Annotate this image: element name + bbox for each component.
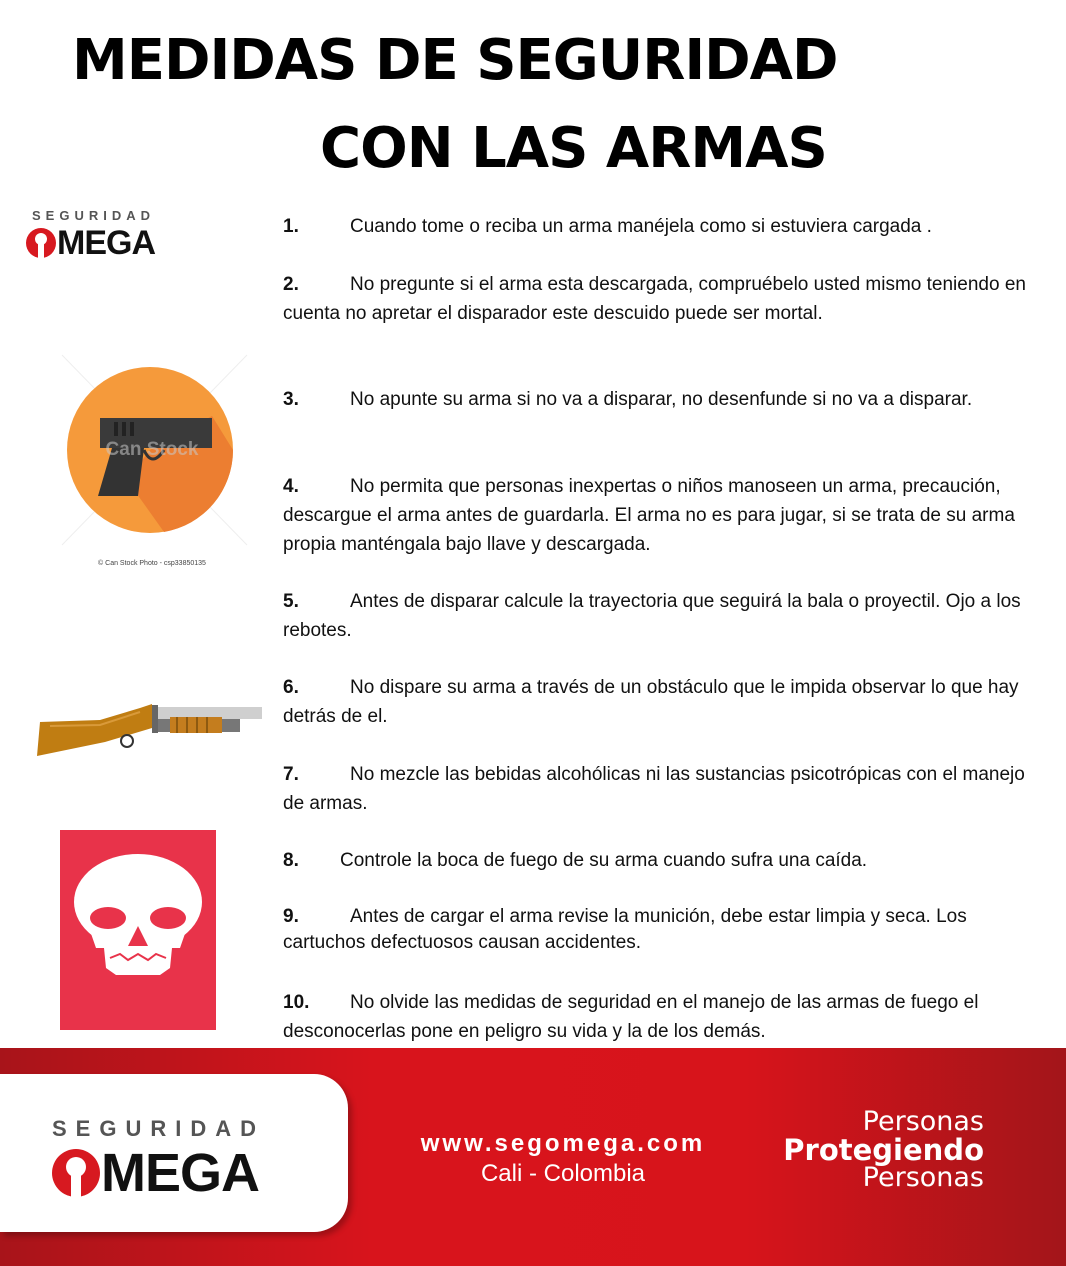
rule-item (283, 385, 1028, 414)
rule-number: 10. (283, 992, 310, 1013)
rule-number: 4. (283, 476, 299, 497)
omega-keyhole-icon (52, 1149, 100, 1197)
rule-item (283, 673, 1028, 731)
omega-keyhole-icon (26, 228, 56, 258)
rule-text: Cuando tome o reciba un arma manéjela como si estuviera cargada . (350, 216, 932, 237)
footer-slogan (783, 1108, 984, 1192)
footer-brand-mega-text: MEGA (101, 1143, 259, 1203)
svg-text:© Can Stock Photo - csp3385013: © Can Stock Photo - csp33850135 (98, 560, 206, 567)
rule-text: Antes de cargar el arma revise la munición, debe estar limpia y seca. Los cartuchos defectuosos causan accidentes. (283, 906, 967, 953)
rule-number: 8. (283, 850, 299, 871)
shotgun-illustration (0, 590, 280, 840)
rule-item (283, 270, 1028, 328)
skull-illustration (60, 830, 216, 1030)
skull-icon (60, 830, 216, 1030)
rule-text: No permita que personas inexpertas o niños manoseen un arma, precaución, descargue el arma antes de guardarla. El arma no es para jugar, si se trata de su arma propia manténgala bajo llave y descargada. (283, 476, 1015, 555)
slogan-line-2: Protegiendo (783, 1133, 984, 1167)
slogan-line-3: Personas (862, 1162, 984, 1193)
brand-logo-top (26, 208, 176, 270)
shotgun-icon (0, 590, 280, 840)
slogan-line-1: Personas (862, 1106, 984, 1137)
svg-text:Can Stock: Can Stock (105, 439, 199, 460)
rule-item (283, 212, 1028, 241)
pistol-illustration (52, 350, 252, 575)
rule-item (283, 760, 1028, 818)
pistol-icon (52, 350, 252, 575)
rule-number: 7. (283, 764, 299, 785)
rule-item (283, 904, 1028, 956)
page-title-line-1: MEDIDAS DE SEGURIDAD (72, 28, 838, 93)
rule-item (283, 988, 1028, 1046)
website-link[interactable]: www.segomega.com (420, 1130, 706, 1157)
rule-text: No dispare su arma a través de un obstáculo que le impida observar lo que hay detrás de el. (283, 677, 1019, 727)
rule-text: Antes de disparar calcule la trayectoria que seguirá la bala o proyectil. Ojo a los rebotes. (283, 591, 1021, 641)
footer-brand-seguridad-text: SEGURIDAD (52, 1116, 266, 1141)
footer-brand-mega (52, 1143, 259, 1203)
brand-logo-mega-text: MEGA (57, 224, 155, 262)
rule-item (283, 587, 1028, 645)
rule-text: No mezcle las bebidas alcohólicas ni las sustancias psicotrópicas con el manejo de armas. (283, 764, 1025, 814)
brand-logo-seguridad-text: SEGURIDAD (32, 208, 156, 223)
rule-text: No apunte su arma si no va a disparar, no desenfunde si no va a disparar. (350, 389, 973, 410)
rule-text: Controle la boca de fuego de su arma cuando sufra una caída. (340, 850, 868, 871)
location-text: Cali - Colombia (480, 1160, 646, 1187)
footer-contact (403, 1130, 723, 1188)
rule-item (283, 472, 1028, 559)
rule-number: 2. (283, 274, 299, 295)
rule-number: 5. (283, 591, 299, 612)
footer-banner (0, 1048, 1066, 1266)
rule-number: 1. (283, 216, 299, 237)
rule-number: 9. (283, 906, 299, 927)
rule-item (283, 846, 1028, 875)
page-title-line-2: CON LAS ARMAS (320, 116, 827, 181)
rule-number: 6. (283, 677, 299, 698)
rule-number: 3. (283, 389, 299, 410)
footer-brand-card (0, 1074, 348, 1232)
rule-text: No pregunte si el arma esta descargada, compruébelo usted mismo teniendo en cuenta no apretar el disparador este descuido puede ser mortal. (283, 274, 1026, 324)
brand-logo-mega (26, 226, 155, 260)
rule-text: No olvide las medidas de seguridad en el manejo de las armas de fuego el desconocerlas pone en peligro su vida y la de los demás. (283, 992, 979, 1042)
